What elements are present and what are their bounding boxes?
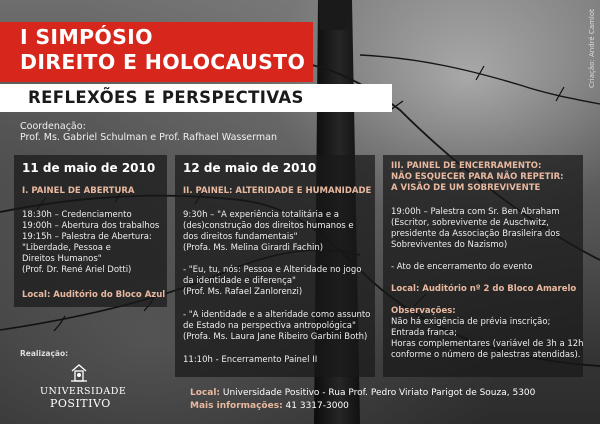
university-logo-icon	[68, 362, 90, 384]
coordination-label: Coordenação:	[20, 121, 86, 132]
day2-talk1-line-1: 9:30h – "A experiência totalitária e a	[183, 210, 339, 220]
day3-panel-title-line-3: A VISÃO DE UM SOBREVIVENTE	[391, 183, 541, 193]
day1-line-4: "Liberdade, Pessoa e	[22, 243, 111, 253]
day2-talk2-line-2: da identidade e diferença"	[183, 276, 296, 286]
footer-info-value: 41 3317-3000	[282, 401, 349, 411]
footer-location	[190, 388, 535, 398]
footer-location-label: Local:	[190, 388, 221, 398]
day3-location: Local: Auditório nº 2 do Bloco Amarelo	[391, 284, 577, 294]
day1-line-2: 19:00h – Abertura dos trabalhos	[22, 221, 160, 231]
day1-line-1: 18:30h – Credenciamento	[22, 210, 132, 220]
event-title-line-2: DIREITO E HOLOCAUSTO	[20, 50, 306, 74]
observations-title: Observações:	[391, 306, 456, 316]
day2-talk1-line-4: (Profa. Ms. Melina Girardi Fachin)	[183, 243, 324, 253]
day1-date: 11 de maio de 2010	[22, 161, 156, 175]
coordination-names: Prof. Ms. Gabriel Schulman e Prof. Rafhael Wasserman	[20, 132, 277, 143]
day3-closing: - Ato de encerramento do evento	[391, 262, 533, 272]
day3-panel-title-line-2: NÃO ESQUECER PARA NÃO REPETIR:	[391, 172, 564, 182]
day2-talk3-line-1: - "A identidade e a alteridade como assunto	[183, 310, 371, 320]
day1-line-3: 19:15h – Palestra de Abertura:	[22, 232, 152, 242]
barbed-wire-4	[360, 55, 600, 104]
observation-line-4: conforme o número de palestras atendidas).	[391, 350, 581, 360]
day2-talk3-line-2: de Estado na perspectiva antropológica"	[183, 321, 356, 331]
day2-talk3-line-3: (Profa. Ms. Laura Jane Ribeiro Garbini Both)	[183, 332, 368, 342]
day1-line-5: Direitos Humanos"	[22, 254, 102, 264]
photo-credit: Criação: André Camlot	[588, 9, 596, 88]
footer-info-label: Mais informações:	[190, 401, 283, 411]
day1-panel-title: I. PAINEL DE ABERTURA	[22, 186, 135, 196]
day2-talk1-line-2: (des)construção dos direitos humanos e	[183, 221, 354, 231]
university-logo-line-2: POSITIVO	[50, 397, 111, 410]
day3-talk-line-2: (Escritor, sobrevivente de Auschwitz,	[391, 218, 549, 228]
day2-closing: 11:10h - Encerramento Painel II	[183, 355, 318, 365]
observation-line-2: Entrada franca;	[391, 328, 457, 338]
day3-talk-line-1: 19:00h – Palestra com Sr. Ben Abraham	[391, 207, 560, 217]
day1-location: Local: Auditório do Bloco Azul	[22, 290, 166, 300]
day1-line-6: (Prof. Dr. René Ariel Dotti)	[22, 265, 132, 275]
day2-panel-title: II. PAINEL: ALTERIDADE E HUMANIDADE	[183, 186, 372, 196]
footer-info	[190, 401, 349, 411]
day2-talk2-line-3: (Prof. Ms. Rafael Zanlorenzi)	[183, 287, 303, 297]
university-logo-line-1: UNIVERSIDADE	[40, 386, 127, 397]
day3-talk-line-3: presidente da Associação Brasileira dos	[391, 229, 560, 239]
day3-talk-line-4: Sobreviventes do Nazismo)	[391, 240, 508, 250]
observation-line-3: Horas complementares (variável de 3h a 12h	[391, 339, 584, 349]
observation-line-1: Não há exigência de prévia inscrição;	[391, 317, 551, 327]
footer-location-value: Universidade Positivo - Rua Prof. Pedro Viriato Parigot de Souza, 5300	[220, 388, 536, 398]
event-title-line-1: I SIMPÓSIO	[20, 25, 153, 49]
day2-date: 12 de maio de 2010	[183, 161, 317, 175]
event-subtitle: REFLEXÕES E PERSPECTIVAS	[28, 88, 304, 107]
day2-talk2-line-1: - "Eu, tu, nós: Pessoa e Alteridade no jogo	[183, 265, 362, 275]
day3-panel-title-line-1: III. PAINEL DE ENCERRAMENTO:	[391, 161, 542, 171]
sponsor-label: Realização:	[20, 349, 69, 358]
day2-talk1-line-3: dos direitos fundamentais"	[183, 232, 298, 242]
